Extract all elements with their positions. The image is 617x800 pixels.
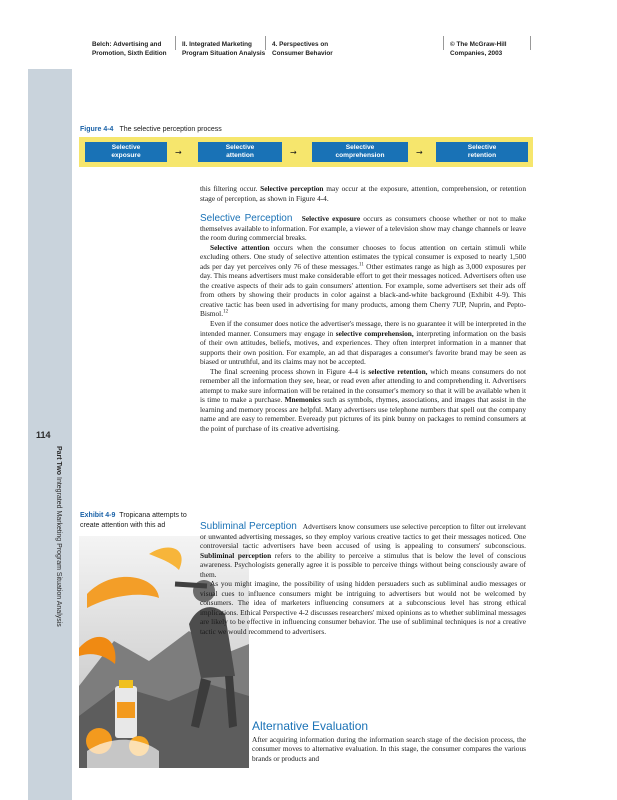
header-divider [175, 36, 176, 50]
key-term: selective comprehension, [335, 328, 414, 338]
stage-line: Selective [467, 144, 497, 151]
text-run: Other estimates range as high as 3,000 exposures per day. This means advertisers must make considerable effort to get their messages noticed. Advertisers often use the creative aspects of their ads to gain consumers' attention. For example, some advertisers set their ads off from others by showing their products in color against a black-and-white background (Exhibit 4-9). This creative tactic has been used in advertising for many products, among them Cherry 7UP, Nuprin, and Pepto-Bismol. [200, 261, 526, 319]
text-run: which means consumers do not remember all the information they see, hear, or read even after attending to and comprehending it. Advertisers attempt to make sure information will be retained in the consumer's memory so that it will be available when it is time to make a purchase. [200, 366, 527, 405]
exhibit-caption [80, 511, 192, 530]
stage-selective-attention [198, 142, 282, 162]
section-heading-selective-perception: Selective Perception [200, 213, 293, 224]
header-col-4-line-2: Companies, 2003 [450, 50, 503, 57]
figure-title [80, 126, 222, 133]
arrow-icon: → [416, 148, 423, 157]
text-run: As you might imagine, the possibility of using hidden persuaders such as subliminal audio messages or visual cues to influence consumers might be intriguing to advertisers but would not be welcomed by consumers. The idea of marketers influencing consumers at a subconscious level has strong ethical implications. Ethical Perspective 4-2 discusses researchers' mixed opinions as to whether subliminal messages are likely to be effective in influencing consumer behavior. The use of subliminal techniques is [200, 579, 526, 627]
header-col-3-line-1: 4. Perspectives on [272, 41, 329, 48]
header-col-1-line-2: Promotion, Sixth Edition [92, 50, 167, 57]
part-label-bold: Part Two [55, 446, 62, 476]
text-run: refers to the ability to perceive a stimulus that is below the level of conscious awareness. Psychologists generally agree it is possible to perceive things without being consciously aware of them. [200, 550, 526, 579]
figure-caption: The selective perception process [119, 126, 222, 133]
key-term: selective retention, [368, 366, 428, 376]
text-run: After acquiring information during the information search stage of the decision process, the consumer moves to alternative evaluation. In this stage, the consumer compares the various brands or products and [252, 734, 526, 763]
header-col-2-line-2: Program Situation Analysis [182, 50, 266, 57]
header-col-2-line-1: II. Integrated Marketing [182, 41, 252, 48]
text-run: interpreting information on the basis of their own attitudes, beliefs, motives, and experiences. They often interpret information in a manner that supports their own position. For example, an ad that disparages a consumer's favorite brand may be seen as biased or untruthful, and its claims may not be accepted. [200, 328, 526, 367]
text-run: Even if the consumer does notice the advertiser's message, there is no guarantee it will be interpreted in the intended manner. Consumers may engage in [200, 319, 526, 338]
part-label [55, 446, 62, 627]
key-term: Subliminal perception [200, 550, 272, 560]
text-run: a creative tactic we would recommend to advertisers. [200, 617, 526, 637]
text-run: such as symbols, rhymes, associations, and images that assist in the learning and memory process are helpful. Many advertisers use telephone numbers that spell out the company name and are easy to remember. Eveready put pictures of its pink bunny on packages to remind consumers at the point of purchase of its creative advertising. [200, 395, 526, 434]
figure-number: Figure 4-4 [80, 126, 114, 133]
stage-line: Selective [225, 144, 255, 151]
header-col-1 [92, 40, 167, 58]
section-heading-subliminal-perception: Subliminal Perception [200, 521, 297, 532]
header-divider [265, 36, 266, 50]
text-run: may occur at the exposure, attention, comprehension, or retention stage of perception, as shown in Figure 4-4. [200, 184, 526, 203]
stage-line: exposure [111, 152, 141, 159]
text-run: occurs when the consumer chooses to focus attention on certain stimuli while excluding others. One study of selective attention estimates the typical consumer is exposed to nearly 1,500 ads per day yet perceives only 76 of these messages. [200, 242, 526, 271]
section-label: Integrated Marketing Program Situation Analysis [55, 477, 62, 627]
page-number: 114 [36, 430, 51, 440]
stage-selective-retention [436, 142, 528, 162]
arrow-icon: → [290, 148, 297, 157]
stage-selective-exposure [85, 142, 167, 162]
header-divider [530, 36, 531, 50]
exhibit-number: Exhibit 4-9 [80, 512, 116, 519]
header-col-1-line-1: Belch: Advertising and [92, 41, 162, 48]
stage-line: Selective [345, 144, 375, 151]
text-run: this filtering occur. [200, 184, 261, 193]
exhibit-caption-text: Tropicana attempts to create attention with this ad [80, 512, 187, 529]
stage-line: comprehension [335, 152, 385, 159]
header-col-2 [182, 40, 265, 58]
section-heading-alternative-evaluation: Alternative Evaluation [252, 719, 369, 733]
header-col-4-line-1: © The McGraw-Hill [450, 41, 507, 48]
alternative-evaluation-section [252, 719, 526, 763]
header-col-3-line-2: Consumer Behavior [272, 50, 333, 57]
key-term: Selective exposure [301, 214, 361, 223]
text-run: The final screening process shown in Figure 4-4 is [210, 366, 369, 376]
stage-line: attention [226, 152, 254, 159]
emphasis: not [485, 617, 496, 627]
key-term: Selective attention [210, 242, 270, 252]
selective-perception-section [200, 214, 526, 434]
header-divider [443, 36, 444, 50]
arrow-icon: → [175, 148, 182, 157]
key-term: Mnemonics [284, 395, 321, 405]
key-term: Selective perception [260, 184, 324, 193]
header-col-3 [272, 40, 333, 58]
text-run: occurs as consumers choose whether or not to make themselves available to information. For example, a viewer of a television show may change channels or leave the room during commercial breaks. [200, 214, 526, 243]
text-run: Advertisers know consumers use selective perception to filter out irrelevant or unwanted advertising messages, so they employ various creative tactics to get their messages noticed. One controversial tactic advertisers have been accused of using is appealing to consumers' subconscious. [200, 522, 527, 551]
stage-selective-comprehension [312, 142, 408, 162]
footnote-ref: 11 [358, 262, 364, 268]
footnote-ref: 12 [223, 310, 229, 316]
stage-line: retention [467, 152, 497, 159]
header-col-4 [450, 40, 507, 58]
intro-paragraph [200, 184, 526, 203]
stage-line: Selective [111, 144, 141, 151]
subliminal-perception-section [200, 522, 526, 637]
